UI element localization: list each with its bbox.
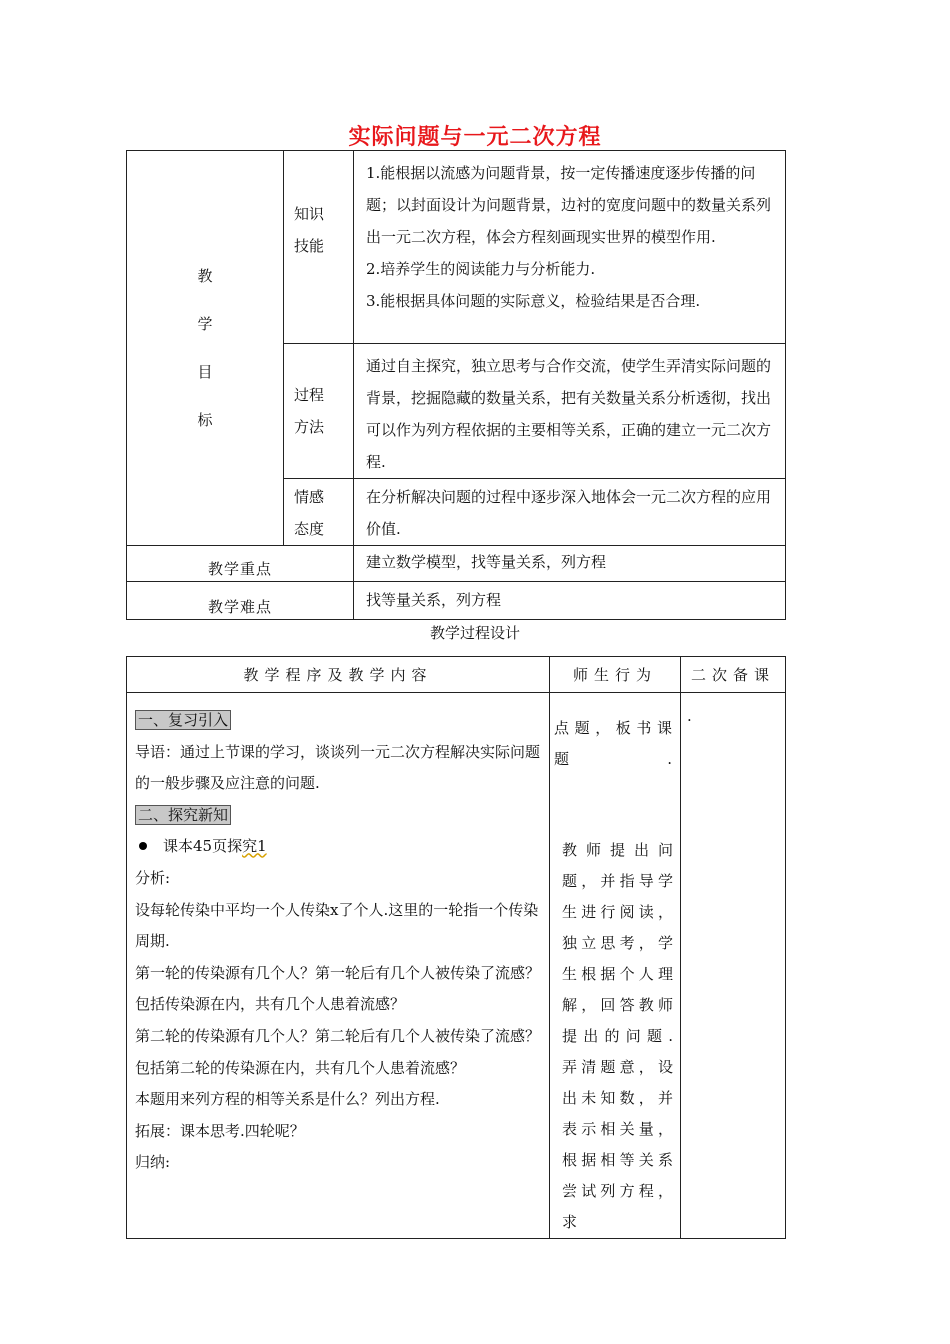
teacher-student-cell — [550, 693, 681, 1239]
analysis-line: 分析: — [135, 868, 171, 887]
action-text: 点题，板书课题. — [554, 719, 676, 768]
process-content-cell — [127, 693, 550, 1239]
section-heading-explore: 二、探究新知 — [135, 805, 231, 825]
analysis-line: 拓展：课本思考.四轮呢？ — [135, 1121, 305, 1140]
objectives-label-char: 教 — [197, 267, 213, 285]
analysis-line: 设每轮传染中平均一个人传染x了个人.这里的一轮指一个传染周期. — [135, 900, 539, 951]
key-points-content: 建立数学模型，找等量关系，列方程 — [354, 546, 786, 582]
analysis-line: 第二轮的传染源有几个人？第二轮后有几个人被传染了流感？包括第二轮的传染源在内，共有几个人患着流感？ — [135, 1026, 541, 1077]
revision-cell: . — [681, 693, 786, 1239]
process-method-content: 通过自主探究，独立思考与合作交流，使学生弄清实际问题的背景，挖掘隐藏的数量关系，把有关数量关系分析透彻，找出可以作为列方程依据的主要相等关系，正确的建立一元二次方程. — [354, 344, 786, 479]
analysis-line: 第一轮的传染源有几个人？第一轮后有几个人被传染了流感？包括传染源在内，共有几个人患着流感？ — [135, 963, 541, 1014]
bullet-item: 课本45页探究1 — [135, 831, 541, 863]
bullet-icon — [139, 842, 147, 850]
emotion-attitude-label: 情感 态度 — [284, 479, 354, 546]
emotion-attitude-content: 在分析解决问题的过程中逐步深入地体会一元二次方程的应用价值. — [354, 479, 786, 546]
analysis-line: 本题用来列方程的相等关系是什么？列出方程. — [135, 1090, 440, 1109]
key-points-label: 教学重点 — [127, 546, 354, 582]
objectives-label-char: 学 — [197, 315, 213, 333]
spell-mark: 究1 — [242, 837, 267, 856]
process-table — [126, 656, 786, 1239]
objective-item: 3.能根据具体问题的实际意义，检验结果是否合理. — [366, 292, 701, 310]
difficulties-label: 教学难点 — [127, 582, 354, 620]
analysis-line: 归纳: — [135, 1153, 171, 1172]
process-title: 教学过程设计 — [429, 624, 520, 642]
objectives-label-char: 标 — [197, 411, 213, 429]
objective-item: 1.能根据以流感为问题背景，按一定传播速度逐步传播的问题；以封面设计为问题背景，边衬的宽度问题中的数量关系列出一元二次方程，体会方程刻画现实世界的模型作用. — [366, 164, 772, 246]
page-title: 实际问题与一元二次方程 — [348, 124, 602, 150]
header-actions: 师生行为 — [550, 657, 681, 693]
knowledge-skills-content — [354, 151, 786, 344]
section-heading-review: 一、复习引入 — [135, 710, 231, 730]
knowledge-skills-label: 知识 技能 — [284, 151, 354, 344]
difficulties-content: 找等量关系，列方程 — [354, 582, 786, 620]
objectives-label — [127, 151, 284, 546]
objectives-label-char: 目 — [197, 363, 213, 381]
header-content: 教学程序及教学内容 — [127, 657, 550, 693]
objectives-table — [126, 150, 786, 620]
action-text: 教师提出问题，并指导学生进行阅读，独立思考，学生根据个人理解，回答教师提出的问题.弄清题意，设出未知数，并表示相关量，根据相等关系尝试列方程，求 — [562, 841, 676, 1231]
objective-item: 2.培养学生的阅读能力与分析能力. — [366, 260, 596, 278]
intro-text: 导语：通过上节课的学习，谈谈列一元二次方程解决实际问题的一般步骤及应注意的问题. — [135, 742, 541, 793]
header-revision: 二次备课 — [681, 657, 786, 693]
process-method-label: 过程 方法 — [284, 344, 354, 479]
